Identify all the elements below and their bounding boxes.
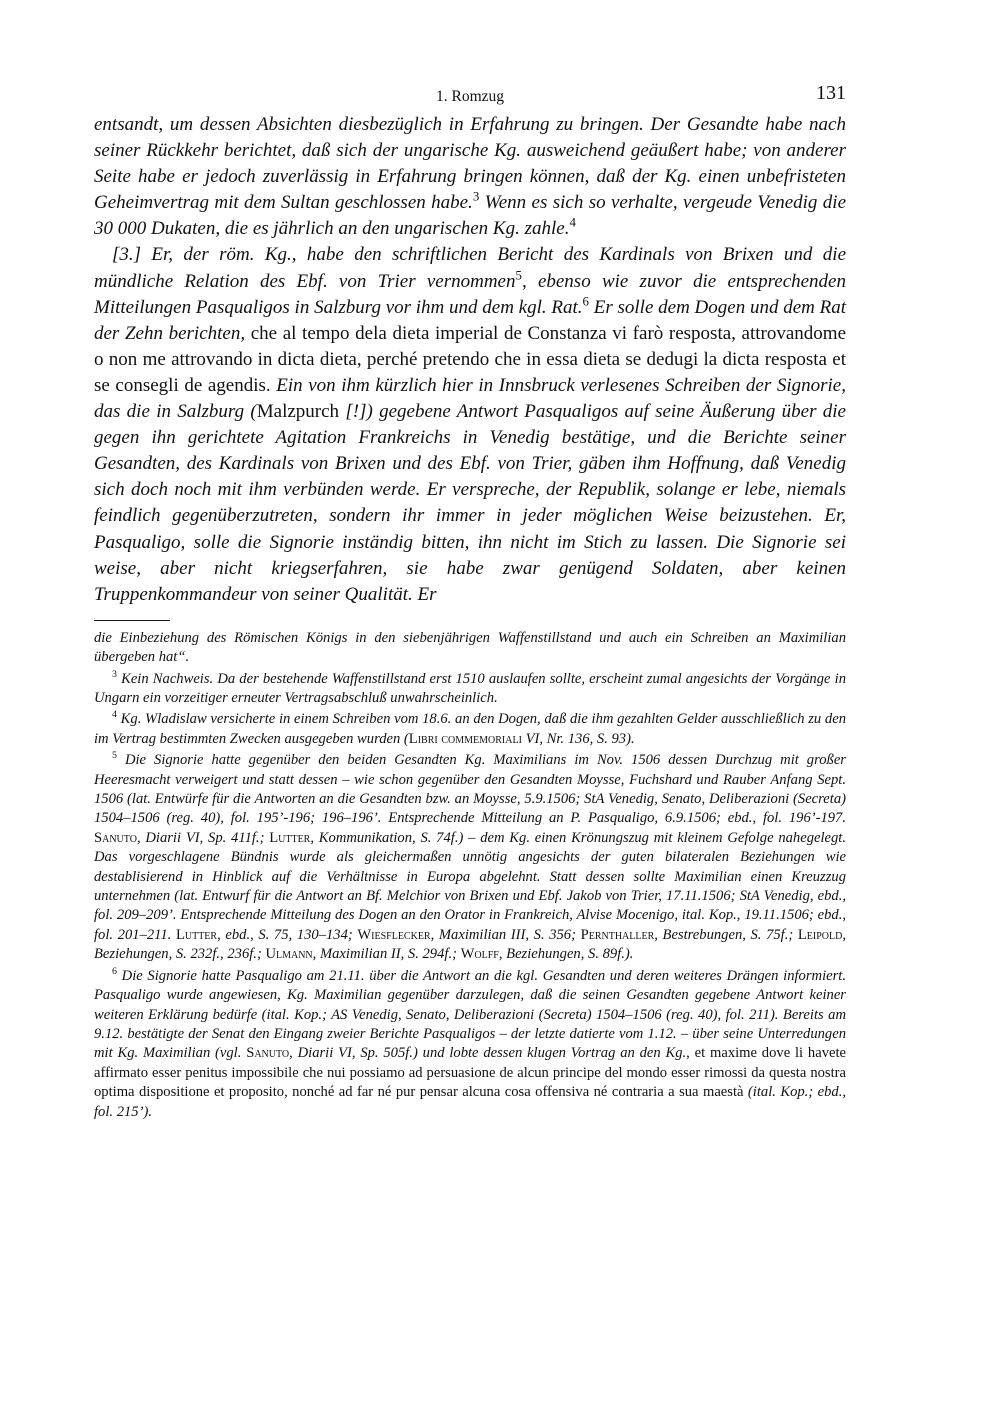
page-number: 131 — [816, 82, 846, 104]
text-run: , Beziehungen, S. 89f.). — [498, 946, 634, 963]
text-run: , Diarii VI, Sp. 411f.; — [136, 829, 270, 846]
author-name: Wolff — [460, 946, 499, 963]
footnote-number: 3 — [112, 668, 117, 680]
footnote-ref-5: 5 — [515, 267, 522, 283]
footnote-5 — [94, 751, 846, 964]
footnote-3 — [94, 670, 846, 709]
footnote-continuation — [94, 629, 846, 668]
text-run: , Beziehungen, S. 232f., 236f.; — [94, 926, 846, 963]
footnote-ref-4: 4 — [569, 215, 576, 231]
author-name: Libri commemoriali — [408, 730, 522, 747]
paragraph-2 — [94, 242, 846, 607]
author-name: Pernthaller — [580, 926, 655, 943]
text-run: , Diarii VI, Sp. 505f.) und lobte dessen klugen Vortrag an den Kg., — [289, 1045, 690, 1062]
footnote-number: 5 — [112, 750, 117, 762]
author-name: Sanuto — [94, 829, 137, 846]
text-run: (ital. Kop.; ebd., fol. 215’). — [94, 1084, 846, 1120]
page-header — [94, 78, 846, 112]
text-run: Er solle dem Dogen und dem Rat der Zehn berichten, — [94, 296, 847, 344]
author-name: Ulmann — [265, 946, 313, 963]
footnote-ref-3: 3 — [472, 188, 480, 204]
text-run: entsandt, um dessen Absichten diesbezüglich in Erfahrung zu bringen. Der Gesandte habe nach seiner Rückkehr berichtet, daß sich der ungarische Kg. ausweichend geäußert habe; von anderer Seite habe er jedoch zuverlässig in Erfahrung bringen können, daß der Kg. einen unbefristeten Geheimvertrag mit dem Sultan geschlossen habe. — [94, 114, 846, 214]
footnote-6 — [94, 967, 846, 1122]
text-run: Die Signorie hatte Pasqualigo am 21.11. über die Antwort an die kgl. Gesandten und deren weiteres Drängen informiert. Pasqualigo wurde angewiesen, Kg. Maximilian gegenüber darzulegen, daß die seinen Gesandten gegebene Antwort keiner weiteren Erklärung bedürfe (ital. Kop.; AS Venedig, Senato, Deliberazioni (Secreta) 1504–1506 (reg. 40), fol. 211). Bereits am 9.12. bestätigte der Senat den Eingang zweier Berichte Pasqualigos – der letzte datierte vom 1.12. – über seine Unterredungen mit Kg. Maximilian (vgl. — [94, 967, 846, 1062]
footnote-4 — [94, 710, 846, 749]
author-name: Leipold — [797, 926, 843, 943]
paragraph-1 — [94, 112, 846, 242]
running-title: 1. Romzug — [435, 88, 505, 105]
italian-quote: che al tempo dela dieta imperial de Constanza vi farò resposta, attrovandome o non me attrovando in dicta dieta, perché pretendo che in essa dieta se dedugi la dicta resposta et se consegli de agendis. — [94, 322, 846, 396]
text-run: [3.] Er, der röm. Kg., habe den schriftlichen Bericht des Kardinals von Brixen und die mündliche Relation des Ebf. von Trier vernommen — [94, 244, 846, 292]
author-name: Lutter — [269, 829, 311, 846]
text-run: Ein von ihm kürzlich hier in Innsbruck verlesenes Schreiben der Signorie, das die in Salzburg ( — [94, 374, 846, 423]
footnote-number: 4 — [112, 709, 117, 721]
text-run: VI, Nr. 136, S. 93). — [521, 730, 635, 747]
footnote-rule — [94, 620, 170, 621]
footnotes — [94, 629, 846, 1122]
footnote-ref-6: 6 — [582, 293, 589, 309]
text-run: , ebenso wie zuvor die entsprechenden Mitteilungen Pasqualigos in Salzburg vor ihm und dem kgl. Rat. — [94, 270, 846, 318]
text-run: , ebd., S. 75, 130–134; — [217, 926, 358, 943]
text-run: , Maximilian III, S. 356; — [430, 926, 581, 943]
text-run: Wenn es sich so verhalte, vergeude Venedig die 30 000 Dukaten, die es jährlich an den ungarischen Kg. zahle. — [94, 192, 846, 240]
footnote-number: 6 — [112, 965, 117, 977]
main-text — [94, 112, 846, 608]
italian-quote: et maxime dove li havete affirmato esser penitus impossibile che nui possiamo ad persuasione de alcun principe del mondo esser rimossi da questa nostra optima dispositione et proposito, nonché ad far né pur pensar alcuna cosa offensiva né contraria a sua maestà — [94, 1045, 846, 1101]
text-run: die Einbeziehung des Römischen Königs in den siebenjährigen Waffenstillstand und auch ein Schreiben an Maximilian übergeben hat“. — [94, 629, 846, 666]
text-run: Kg. Wladislaw versicherte in einem Schreiben vom 18.6. an den Dogen, daß die ihm gezahlten Gelder ausschließlich zu den im Vertrag bestimmten Zwecken ausgegeben wurden ( — [94, 711, 846, 747]
author-name: Lutter — [175, 926, 218, 943]
text-run: , Kommunikation, S. 74f.) – dem Kg. einen Krönungszug mit kleinem Gefolge nahegelegt. Das vorgeschlagene Bündnis wurde als gleichermaßen unnötig angesichts der guten bilateralen Beziehungen wie destablisierend in Hinblick auf die Verhältnisse in Europa abgelehnt. Statt dessen sollte Maximilian einen Kreuzzug unternehmen (lat. Entwurf für die Antwort an Bf. Melchior von Brixen und Ebf. Jakob von Trier, 17.11.1506; StA Venedig, ebd., fol. 209–209’. Entsprechende Mitteilung des Dogen an den Orator in Frankreich, Alvise Mocenigo, ital. Kop., 19.11.1506; ebd., fol. 201–211. — [94, 829, 847, 943]
text-run: Die Signorie hatte gegenüber den beiden Gesandten Kg. Maximilians im Nov. 1506 dessen Durchzug mit großer Heeresmacht verweigert und statt dessen – wie schon gegenüber den Gesandten Moysse, Fuchshard und Rauber Anfang Sept. 1506 (lat. Entwürfe für die Antworten an die Gesandten bzw. an Moysse, 5.9.1506; StA Venedig, Senato, Deliberazioni (Secreta) 1504–1506 (reg. 40), fol. 195’-196; 196–196’. Entsprechende Mitteilung an P. Pasqualigo, 6.9.1506; ebd., fol. 196’-197. — [94, 752, 846, 827]
text-run: Kein Nachweis. Da der bestehende Waffenstillstand erst 1510 auslaufen sollte, erscheint zumal angesichts der Vorgänge in Ungarn ein vorzeitiger erneuter Vertragsabschluß unwahrscheinlich. — [94, 670, 846, 706]
text-run: , Maximilian II, S. 294f.; — [312, 946, 461, 963]
text-run: [!]) gegebene Antwort Pasqualigos auf seine Äußerung über die gegen ihn gerichtete Agitation Frankreichs in Venedig bestätige, und die Berichte seiner Gesandten, des Kardinals von Brixen und des Ebf. von Trier, gäben ihm Hoffnung, daß Venedig sich doch noch mit ihm verbünden werde. Er verspreche, der Republik, solange er lebe, niemals feindlich gegenüberzutreten, sondern ihr immer in jeder möglichen Weise beizustehen. Er, Pasqualigo, solle die Signorie inständig bitten, ihn nicht im Stich zu lassen. Die Signorie sei weise, aber nicht kriegserfahren, sie habe zwar genügend Soldaten, aber keinen Truppenkommandeur von seiner Qualität. Er — [94, 401, 846, 605]
author-name: Wiesflecker — [357, 926, 431, 943]
place-name: Malzpurch — [256, 401, 340, 423]
text-run: , Bestrebungen, S. 75f.; — [654, 926, 798, 943]
page — [94, 78, 846, 1122]
author-name: Sanuto — [246, 1045, 290, 1062]
